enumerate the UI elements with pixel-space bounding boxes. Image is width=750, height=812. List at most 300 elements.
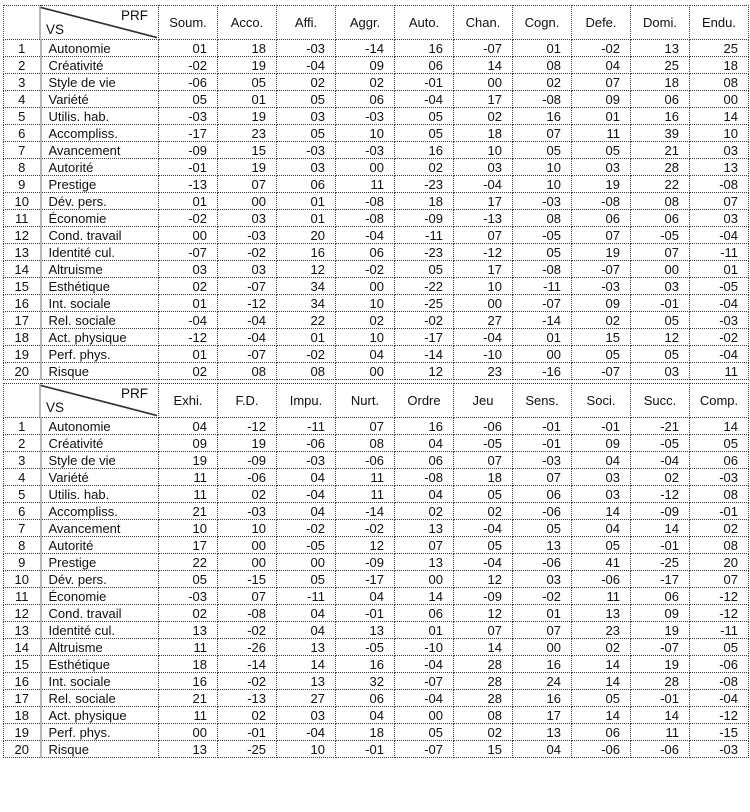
value-cell: -08 xyxy=(336,193,395,210)
value-cell: -08 xyxy=(690,176,749,193)
value-cell: -01 xyxy=(159,159,218,176)
value-cell: 21 xyxy=(159,503,218,520)
value-cell: 12 xyxy=(277,261,336,278)
value-cell: 09 xyxy=(572,295,631,312)
table-row xyxy=(4,261,749,278)
value-cell: 03 xyxy=(218,261,277,278)
value-cell: -01 xyxy=(690,503,749,520)
value-cell: -02 xyxy=(218,673,277,690)
value-cell: -06 xyxy=(513,554,572,571)
row-number-cell: 15 xyxy=(4,278,41,295)
prf-vs-table-2 xyxy=(3,383,749,758)
value-cell: -14 xyxy=(513,312,572,329)
row-label-cell: Style de vie xyxy=(41,452,159,469)
column-header-comp: Comp. xyxy=(690,384,749,418)
value-cell: 13 xyxy=(395,554,454,571)
value-cell: -12 xyxy=(218,418,277,435)
value-cell: 04 xyxy=(572,57,631,74)
value-cell: 07 xyxy=(218,176,277,193)
row-label-cell: Rel. sociale xyxy=(41,690,159,707)
row-number-cell: 5 xyxy=(4,108,41,125)
value-cell: 13 xyxy=(513,537,572,554)
value-cell: -12 xyxy=(454,244,513,261)
value-cell: 03 xyxy=(454,159,513,176)
value-cell: -04 xyxy=(218,329,277,346)
value-cell: 08 xyxy=(218,363,277,380)
value-cell: 07 xyxy=(454,452,513,469)
value-cell: -02 xyxy=(572,40,631,57)
value-cell: 10 xyxy=(513,159,572,176)
value-cell: 05 xyxy=(572,346,631,363)
value-cell: 00 xyxy=(690,91,749,108)
value-cell: 02 xyxy=(336,312,395,329)
table-row xyxy=(4,690,749,707)
table-row xyxy=(4,469,749,486)
value-cell: -17 xyxy=(395,329,454,346)
value-cell: -04 xyxy=(395,656,454,673)
row-label-cell: Act. physique xyxy=(41,329,159,346)
column-header-soci: Soci. xyxy=(572,384,631,418)
value-cell: 11 xyxy=(159,639,218,656)
row-number-cell: 9 xyxy=(4,554,41,571)
table-row xyxy=(4,363,749,380)
value-cell: 00 xyxy=(159,724,218,741)
value-cell: 00 xyxy=(395,707,454,724)
value-cell: 10 xyxy=(159,520,218,537)
row-label-cell: Utilis. hab. xyxy=(41,486,159,503)
value-cell: -04 xyxy=(690,690,749,707)
value-cell: 05 xyxy=(218,74,277,91)
value-cell: -04 xyxy=(631,452,690,469)
value-cell: 11 xyxy=(631,724,690,741)
value-cell: 11 xyxy=(336,176,395,193)
row-label-cell: Prestige xyxy=(41,176,159,193)
value-cell: -04 xyxy=(454,176,513,193)
row-number-cell: 10 xyxy=(4,193,41,210)
table-row xyxy=(4,520,749,537)
column-header-jeu: Jeu xyxy=(454,384,513,418)
value-cell: 27 xyxy=(454,312,513,329)
value-cell: -10 xyxy=(395,639,454,656)
value-cell: 07 xyxy=(631,244,690,261)
value-cell: 02 xyxy=(454,108,513,125)
value-cell: 05 xyxy=(513,244,572,261)
value-cell: -03 xyxy=(277,142,336,159)
value-cell: 00 xyxy=(454,295,513,312)
table-row xyxy=(4,452,749,469)
value-cell: 00 xyxy=(218,537,277,554)
value-cell: 01 xyxy=(513,329,572,346)
value-cell: -06 xyxy=(159,74,218,91)
value-cell: -04 xyxy=(690,346,749,363)
column-header-exhi: Exhi. xyxy=(159,384,218,418)
value-cell: 04 xyxy=(277,469,336,486)
value-cell: 00 xyxy=(513,346,572,363)
row-number-cell: 14 xyxy=(4,639,41,656)
value-cell: 18 xyxy=(336,724,395,741)
value-cell: -01 xyxy=(513,418,572,435)
value-cell: 22 xyxy=(277,312,336,329)
value-cell: -01 xyxy=(218,724,277,741)
value-cell: -05 xyxy=(454,435,513,452)
value-cell: -04 xyxy=(218,312,277,329)
row-label-cell: Autonomie xyxy=(41,418,159,435)
value-cell: -21 xyxy=(631,418,690,435)
value-cell: 05 xyxy=(690,435,749,452)
column-header-soum: Soum. xyxy=(159,6,218,40)
row-label-cell: Cond. travail xyxy=(41,227,159,244)
value-cell: 16 xyxy=(277,244,336,261)
table-row xyxy=(4,622,749,639)
value-cell: -05 xyxy=(631,227,690,244)
corner-label-vs: VS xyxy=(46,400,65,415)
column-header-endu: Endu. xyxy=(690,6,749,40)
value-cell: -07 xyxy=(631,639,690,656)
value-cell: 14 xyxy=(454,639,513,656)
column-header-fd: F.D. xyxy=(218,384,277,418)
value-cell: 16 xyxy=(513,690,572,707)
value-cell: 03 xyxy=(572,469,631,486)
value-cell: 05 xyxy=(159,91,218,108)
value-cell: 06 xyxy=(631,210,690,227)
value-cell: -05 xyxy=(513,227,572,244)
value-cell: 19 xyxy=(631,622,690,639)
value-cell: 10 xyxy=(690,125,749,142)
value-cell: 06 xyxy=(395,57,454,74)
value-cell: -03 xyxy=(513,452,572,469)
value-cell: 10 xyxy=(454,278,513,295)
value-cell: 12 xyxy=(336,537,395,554)
value-cell: -04 xyxy=(690,295,749,312)
table-row xyxy=(4,40,749,57)
value-cell: 11 xyxy=(572,588,631,605)
value-cell: 08 xyxy=(690,537,749,554)
value-cell: 00 xyxy=(218,554,277,571)
value-cell: 02 xyxy=(218,486,277,503)
value-cell: -14 xyxy=(336,503,395,520)
value-cell: -08 xyxy=(218,605,277,622)
value-cell: -17 xyxy=(631,571,690,588)
value-cell: 10 xyxy=(336,295,395,312)
value-cell: 02 xyxy=(159,363,218,380)
value-cell: 14 xyxy=(690,108,749,125)
value-cell: 08 xyxy=(277,363,336,380)
value-cell: 04 xyxy=(572,520,631,537)
value-cell: 13 xyxy=(631,40,690,57)
value-cell: -02 xyxy=(513,588,572,605)
row-number-cell: 9 xyxy=(4,176,41,193)
value-cell: -03 xyxy=(572,278,631,295)
value-cell: 12 xyxy=(395,363,454,380)
value-cell: -12 xyxy=(631,486,690,503)
row-number-cell: 8 xyxy=(4,159,41,176)
row-label-cell: Int. sociale xyxy=(41,295,159,312)
value-cell: -04 xyxy=(395,91,454,108)
value-cell: 05 xyxy=(395,261,454,278)
row-label-cell: Dév. pers. xyxy=(41,571,159,588)
value-cell: -11 xyxy=(395,227,454,244)
row-label-cell: Prestige xyxy=(41,554,159,571)
value-cell: 03 xyxy=(513,571,572,588)
row-number-cell: 6 xyxy=(4,503,41,520)
value-cell: 27 xyxy=(277,690,336,707)
value-cell: 13 xyxy=(159,741,218,758)
value-cell: 02 xyxy=(513,74,572,91)
value-cell: 21 xyxy=(631,142,690,159)
value-cell: -01 xyxy=(513,435,572,452)
corner-label-vs: VS xyxy=(46,22,65,37)
value-cell: -07 xyxy=(454,40,513,57)
value-cell: 11 xyxy=(159,469,218,486)
value-cell: 00 xyxy=(159,227,218,244)
value-cell: 10 xyxy=(336,125,395,142)
value-cell: -04 xyxy=(395,690,454,707)
value-cell: -06 xyxy=(454,418,513,435)
value-cell: 05 xyxy=(572,142,631,159)
value-cell: -23 xyxy=(395,176,454,193)
row-label-cell: Esthétique xyxy=(41,278,159,295)
row-number-cell: 2 xyxy=(4,435,41,452)
value-cell: 07 xyxy=(690,571,749,588)
table-row xyxy=(4,244,749,261)
value-cell: 10 xyxy=(336,329,395,346)
value-cell: 02 xyxy=(395,159,454,176)
row-label-cell: Style de vie xyxy=(41,74,159,91)
value-cell: 20 xyxy=(690,554,749,571)
value-cell: -11 xyxy=(690,244,749,261)
value-cell: -03 xyxy=(159,588,218,605)
value-cell: -02 xyxy=(336,261,395,278)
value-cell: 28 xyxy=(454,690,513,707)
value-cell: 13 xyxy=(513,724,572,741)
value-cell: 05 xyxy=(572,690,631,707)
value-cell: 16 xyxy=(513,108,572,125)
value-cell: 05 xyxy=(277,571,336,588)
column-header-defe: Defe. xyxy=(572,6,631,40)
value-cell: 06 xyxy=(336,244,395,261)
value-cell: 13 xyxy=(277,673,336,690)
value-cell: 25 xyxy=(690,40,749,57)
value-cell: -09 xyxy=(395,210,454,227)
row-number-cell: 14 xyxy=(4,261,41,278)
value-cell: 02 xyxy=(454,724,513,741)
value-cell: 09 xyxy=(572,91,631,108)
value-cell: 15 xyxy=(454,741,513,758)
value-cell: 02 xyxy=(631,469,690,486)
value-cell: 03 xyxy=(218,210,277,227)
value-cell: 13 xyxy=(277,639,336,656)
value-cell: 13 xyxy=(336,622,395,639)
value-cell: -07 xyxy=(395,673,454,690)
value-cell: 01 xyxy=(572,108,631,125)
value-cell: 05 xyxy=(277,91,336,108)
value-cell: -16 xyxy=(513,363,572,380)
value-cell: 11 xyxy=(690,363,749,380)
row-label-cell: Rel. sociale xyxy=(41,312,159,329)
value-cell: -06 xyxy=(218,469,277,486)
column-header-acco: Acco. xyxy=(218,6,277,40)
table-row xyxy=(4,312,749,329)
row-label-cell: Variété xyxy=(41,91,159,108)
value-cell: -03 xyxy=(690,741,749,758)
row-label-cell: Avancement xyxy=(41,520,159,537)
row-label-cell: Utilis. hab. xyxy=(41,108,159,125)
value-cell: -03 xyxy=(218,227,277,244)
value-cell: -06 xyxy=(513,503,572,520)
value-cell: -04 xyxy=(336,227,395,244)
value-cell: 14 xyxy=(631,707,690,724)
value-cell: 07 xyxy=(454,227,513,244)
row-number-cell: 2 xyxy=(4,57,41,74)
row-number-cell: 20 xyxy=(4,363,41,380)
value-cell: 41 xyxy=(572,554,631,571)
value-cell: 00 xyxy=(218,193,277,210)
row-number-cell: 20 xyxy=(4,741,41,758)
value-cell: -08 xyxy=(690,673,749,690)
column-header-succ: Succ. xyxy=(631,384,690,418)
corner-cell xyxy=(4,384,159,418)
value-cell: -11 xyxy=(513,278,572,295)
value-cell: -02 xyxy=(336,520,395,537)
table-row xyxy=(4,554,749,571)
value-cell: -07 xyxy=(218,346,277,363)
value-cell: 00 xyxy=(277,554,336,571)
table-row xyxy=(4,588,749,605)
value-cell: 11 xyxy=(159,486,218,503)
value-cell: 07 xyxy=(454,622,513,639)
table-row xyxy=(4,210,749,227)
value-cell: 00 xyxy=(454,74,513,91)
value-cell: 10 xyxy=(513,176,572,193)
header-row xyxy=(4,6,749,40)
value-cell: 12 xyxy=(454,571,513,588)
value-cell: 14 xyxy=(631,520,690,537)
value-cell: -09 xyxy=(336,554,395,571)
value-cell: -12 xyxy=(218,295,277,312)
value-cell: -08 xyxy=(395,469,454,486)
value-cell: -05 xyxy=(690,278,749,295)
row-number-cell: 15 xyxy=(4,656,41,673)
row-number-cell: 12 xyxy=(4,227,41,244)
value-cell: 07 xyxy=(395,537,454,554)
table-row xyxy=(4,176,749,193)
value-cell: -05 xyxy=(277,537,336,554)
value-cell: 05 xyxy=(454,486,513,503)
row-label-cell: Act. physique xyxy=(41,707,159,724)
row-number-cell: 5 xyxy=(4,486,41,503)
row-label-cell: Autorité xyxy=(41,537,159,554)
table-row xyxy=(4,329,749,346)
value-cell: -04 xyxy=(159,312,218,329)
value-cell: 06 xyxy=(336,91,395,108)
row-number-cell: 10 xyxy=(4,571,41,588)
value-cell: 02 xyxy=(395,503,454,520)
value-cell: 10 xyxy=(454,142,513,159)
value-cell: 02 xyxy=(218,707,277,724)
table-body xyxy=(4,418,749,758)
value-cell: 05 xyxy=(631,312,690,329)
value-cell: -01 xyxy=(572,418,631,435)
value-cell: -06 xyxy=(572,571,631,588)
value-cell: -01 xyxy=(631,690,690,707)
value-cell: -25 xyxy=(218,741,277,758)
value-cell: 10 xyxy=(277,741,336,758)
row-label-cell: Altruisme xyxy=(41,639,159,656)
value-cell: -14 xyxy=(218,656,277,673)
row-label-cell: Créativité xyxy=(41,57,159,74)
table-row xyxy=(4,435,749,452)
value-cell: -13 xyxy=(218,690,277,707)
value-cell: 19 xyxy=(159,452,218,469)
column-header-affi: Affi. xyxy=(277,6,336,40)
value-cell: 17 xyxy=(454,91,513,108)
value-cell: -09 xyxy=(631,503,690,520)
value-cell: 16 xyxy=(395,142,454,159)
value-cell: 11 xyxy=(336,469,395,486)
value-cell: 03 xyxy=(631,278,690,295)
table-row xyxy=(4,295,749,312)
value-cell: 09 xyxy=(336,57,395,74)
value-cell: -06 xyxy=(631,741,690,758)
corner-label-prf: PRF xyxy=(121,8,148,23)
value-cell: 28 xyxy=(454,673,513,690)
value-cell: 18 xyxy=(395,193,454,210)
row-number-cell: 11 xyxy=(4,210,41,227)
value-cell: -26 xyxy=(218,639,277,656)
row-label-cell: Altruisme xyxy=(41,261,159,278)
header-row xyxy=(4,384,749,418)
value-cell: 34 xyxy=(277,295,336,312)
value-cell: 03 xyxy=(572,486,631,503)
value-cell: 04 xyxy=(513,741,572,758)
value-cell: -08 xyxy=(513,261,572,278)
value-cell: 00 xyxy=(513,639,572,656)
value-cell: -04 xyxy=(277,57,336,74)
row-label-cell: Autorité xyxy=(41,159,159,176)
value-cell: 07 xyxy=(572,227,631,244)
value-cell: 08 xyxy=(513,210,572,227)
value-cell: 19 xyxy=(218,108,277,125)
value-cell: 07 xyxy=(513,125,572,142)
row-number-cell: 16 xyxy=(4,673,41,690)
row-number-cell: 19 xyxy=(4,346,41,363)
value-cell: 14 xyxy=(454,57,513,74)
table-row xyxy=(4,571,749,588)
table-body xyxy=(4,40,749,380)
value-cell: 04 xyxy=(395,486,454,503)
value-cell: -03 xyxy=(277,452,336,469)
value-cell: -25 xyxy=(631,554,690,571)
value-cell: 14 xyxy=(690,418,749,435)
value-cell: -12 xyxy=(690,588,749,605)
value-cell: -02 xyxy=(159,57,218,74)
value-cell: -02 xyxy=(277,346,336,363)
value-cell: -15 xyxy=(690,724,749,741)
table-row xyxy=(4,639,749,656)
value-cell: 04 xyxy=(336,588,395,605)
column-header-cogn: Cogn. xyxy=(513,6,572,40)
value-cell: 17 xyxy=(454,261,513,278)
value-cell: 09 xyxy=(159,435,218,452)
value-cell: 05 xyxy=(572,537,631,554)
value-cell: 01 xyxy=(513,605,572,622)
value-cell: -01 xyxy=(631,537,690,554)
value-cell: -09 xyxy=(218,452,277,469)
value-cell: -07 xyxy=(218,278,277,295)
value-cell: -04 xyxy=(690,227,749,244)
value-cell: -03 xyxy=(336,108,395,125)
value-cell: 00 xyxy=(336,159,395,176)
